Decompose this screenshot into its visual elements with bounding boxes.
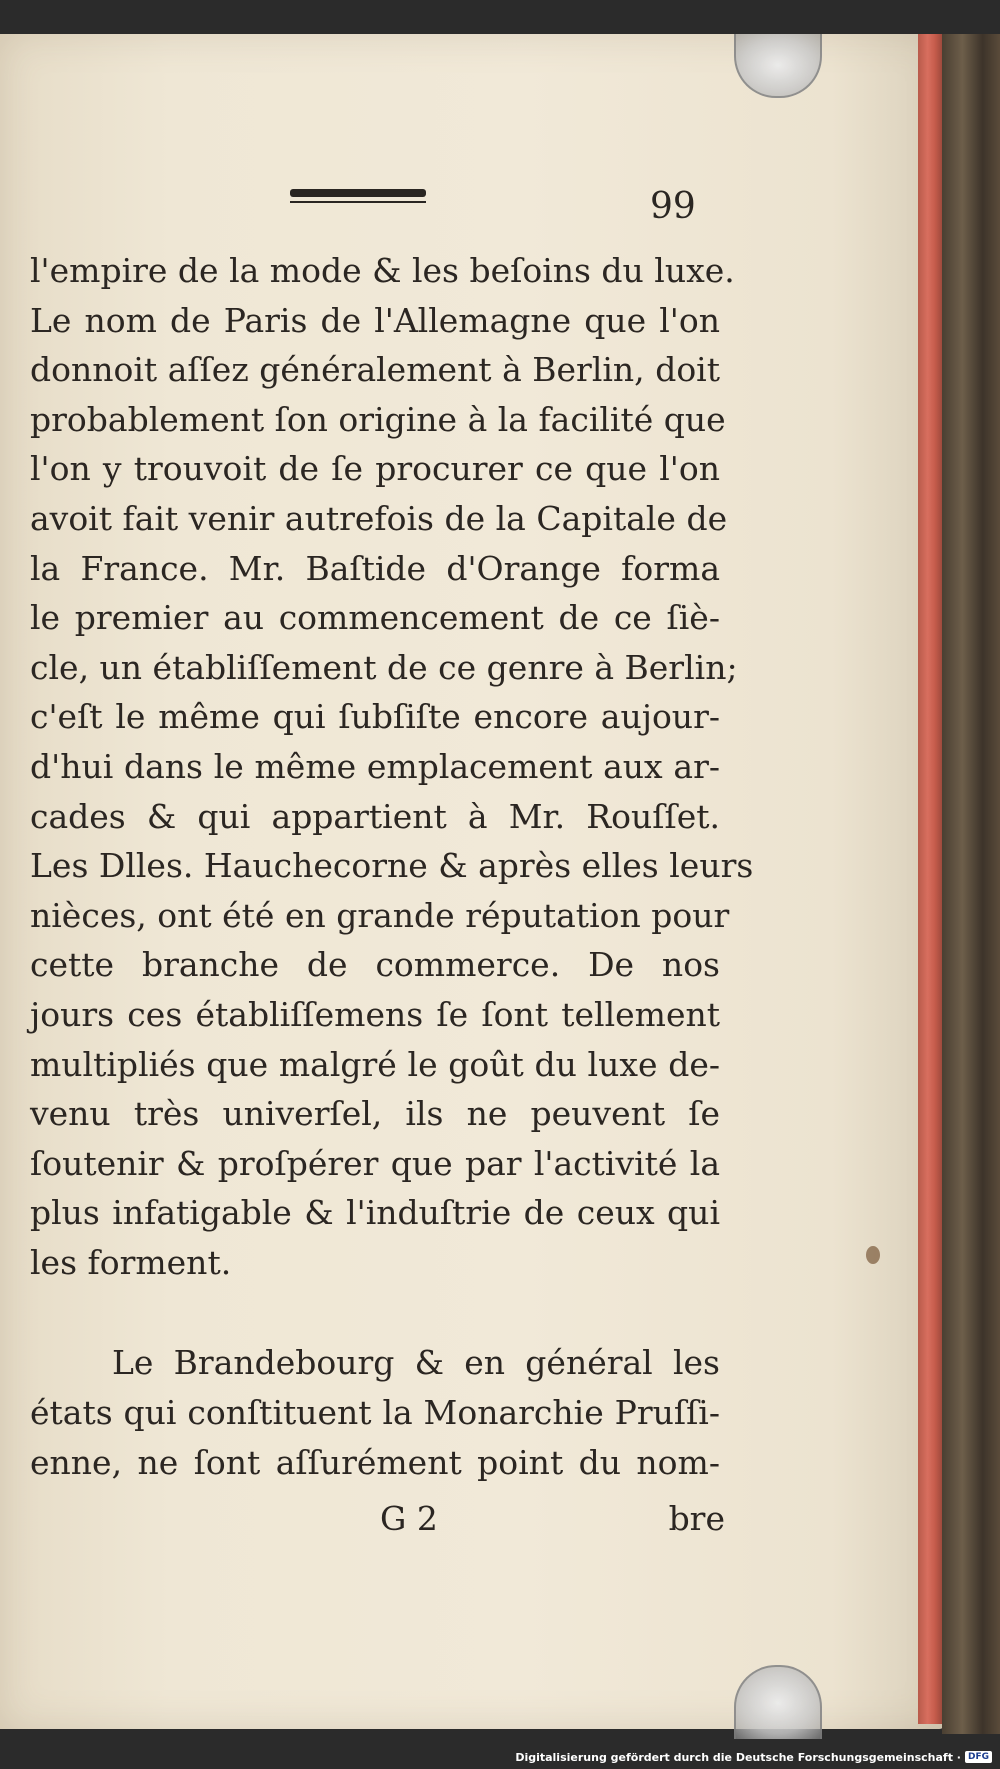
text-line: probablement ſon origine à la facilité que [30, 399, 726, 439]
signature-mark: G 2 [380, 1499, 438, 1538]
page-number: 99 [650, 186, 696, 227]
text-line: Le nom de Paris de l'Allemagne que l'on [30, 300, 720, 340]
text-line: c'eſt le même qui ſubſiſte encore aujour- [30, 697, 720, 737]
text-line: l'empire de la mode & les beſoins du luxe. [30, 251, 735, 290]
book-binding [942, 34, 1000, 1734]
text-line: cades & qui appartient à Mr. Rouſſet. [30, 796, 720, 836]
paragraph-gap [30, 1287, 720, 1338]
text-line: enne, ne ſont aſſurément point du nom- [30, 1442, 720, 1482]
text-line: nièces, ont été en grande réputation pour [30, 895, 730, 935]
text-line: l'on y trouvoit de ſe procurer ce que l'on [30, 449, 720, 489]
text-line: plus infatigable & l'induſtrie de ceux qui [30, 1193, 720, 1233]
text-line: d'hui dans le même emplacement aux ar- [30, 746, 720, 786]
text-line: cle, un établiſſement de ce genre à Berlin; [30, 647, 738, 687]
digitization-credit [515, 1748, 992, 1766]
text-line: venu très univerſel, ils ne peuvent ſe [30, 1094, 720, 1134]
text-line: la France. Mr. Baſtide d'Orange forma [30, 548, 720, 588]
text-line: donnoit aſſez généralement à Berlin, doit [30, 350, 720, 390]
credit-text: Digitalisierung gefördert durch die Deutsche Forschungsgemeinschaft · [515, 1750, 961, 1764]
text-line: ſoutenir & proſpérer que par l'activité la [30, 1143, 720, 1183]
bottom-glass-clip [734, 1665, 822, 1739]
catchword: bre [668, 1499, 725, 1538]
text-line: jours ces établiſſemens ſe ſont tellement [30, 994, 720, 1034]
foxing-spot [866, 1246, 880, 1264]
text-line: avoit fait venir autrefois de la Capitale de [30, 498, 728, 538]
dfg-logo-icon: DFG [965, 1751, 992, 1763]
text-line: les forment. [30, 1242, 232, 1282]
text-line: Le Brandebourg & en général les [112, 1343, 720, 1383]
body-text [30, 246, 754, 1487]
header-rule [290, 189, 426, 197]
text-line: multipliés que malgré le goût du luxe de- [30, 1044, 720, 1084]
text-line: le premier au commencement de ce ſiè- [30, 598, 720, 638]
text-line: états qui conſtituent la Monarchie Pruſſi- [30, 1393, 720, 1433]
red-page-edge [918, 34, 942, 1724]
text-line: Les Dlles. Hauchecorne & après elles leurs [30, 846, 754, 886]
text-line: cette branche de commerce. De nos [30, 945, 720, 985]
